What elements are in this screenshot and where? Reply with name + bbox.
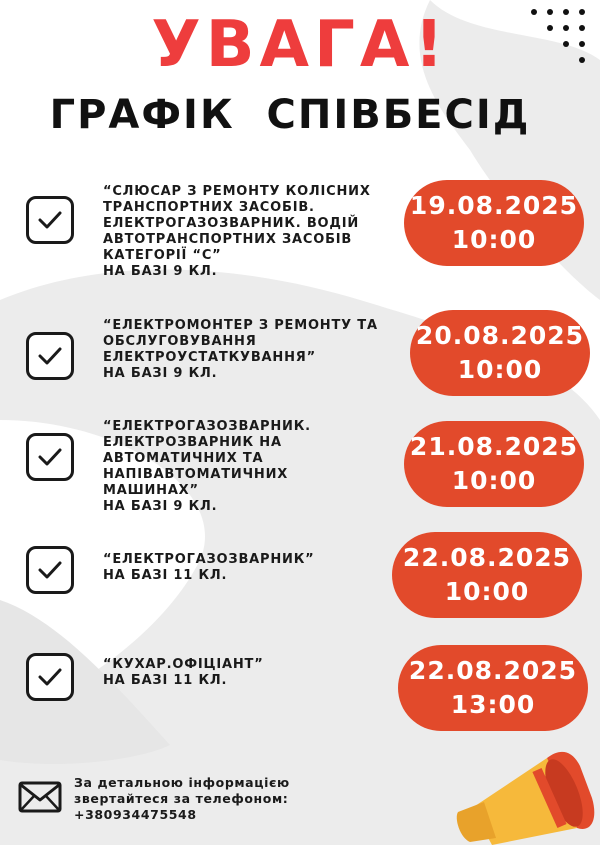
position-title-line: “ЕЛЕКТРОГАЗОЗВАРНИК.: [103, 419, 311, 434]
checkbox-icon: [26, 546, 74, 594]
megaphone-icon: [452, 738, 600, 845]
education-base: НА БАЗІ 9 КЛ.: [103, 366, 218, 381]
position-description: [103, 318, 403, 382]
position-title-line: ОБСЛУГОВУВАННЯ: [103, 334, 257, 349]
interview-date: 19.08.2025: [409, 191, 579, 220]
interview-date: 21.08.2025: [409, 432, 579, 461]
contact-line-1: За детальною інформацією: [74, 775, 290, 790]
interview-time: 10:00: [451, 225, 537, 254]
position-title-line: “ЕЛЕКТРОГАЗОЗВАРНИК”: [103, 552, 315, 567]
position-title-line: КАТЕГОРІЇ “С”: [103, 248, 222, 263]
position-title-line: ЕЛЕКТРОУСТАТКУВАННЯ”: [103, 350, 316, 365]
position-title-line: ТРАНСПОРТНИХ ЗАСОБІВ.: [103, 200, 315, 215]
interview-date: 22.08.2025: [408, 656, 578, 685]
position-title-line: “ЕЛЕКТРОМОНТЕР З РЕМОНТУ ТА: [103, 318, 378, 333]
checkbox-icon: [26, 196, 74, 244]
contact-line-2: звертайтеся за телефоном:: [74, 791, 289, 806]
position-description: [103, 657, 403, 689]
date-time-badge: [392, 532, 582, 618]
education-base: НА БАЗІ 9 КЛ.: [103, 264, 218, 279]
checkbox-icon: [26, 332, 74, 380]
interview-time: 10:00: [451, 466, 537, 495]
page-subtitle: ГРАФІК СПІВБЕСІД: [49, 92, 531, 138]
position-title-line: АВТОТРАНСПОРТНИХ ЗАСОБІВ: [103, 232, 353, 247]
contact-phone: +380934475548: [74, 807, 197, 822]
education-base: НА БАЗІ 9 КЛ.: [103, 499, 218, 514]
date-time-badge: [404, 421, 584, 507]
position-title-line: ЕЛЕКТРОГАЗОЗВАРНИК. ВОДІЙ: [103, 216, 360, 231]
interview-date: 22.08.2025: [402, 543, 572, 572]
interview-time: 10:00: [444, 577, 530, 606]
position-description: [103, 552, 403, 584]
position-title-line: МАШИНАХ”: [103, 483, 199, 498]
education-base: НА БАЗІ 11 КЛ.: [103, 673, 228, 688]
contact-text: [74, 775, 290, 823]
interview-time: 13:00: [450, 690, 536, 719]
position-title-line: “СЛЮСАР З РЕМОНТУ КОЛІСНИХ: [103, 184, 371, 199]
position-description: [103, 419, 403, 515]
position-title-line: АВТОМАТИЧНИХ ТА: [103, 451, 264, 466]
position-title-line: НАПІВАВТОМАТИЧНИХ: [103, 467, 289, 482]
contact-info: [18, 775, 398, 835]
page-title: УВАГА!: [151, 8, 449, 82]
position-description: [103, 184, 403, 280]
position-title-line: “КУХАР.ОФІЦІАНТ”: [103, 657, 264, 672]
checkbox-icon: [26, 433, 74, 481]
date-time-badge: [410, 310, 590, 396]
date-time-badge: [404, 180, 584, 266]
envelope-icon: [18, 781, 62, 813]
checkbox-icon: [26, 653, 74, 701]
interview-time: 10:00: [457, 355, 543, 384]
date-time-badge: [398, 645, 588, 731]
education-base: НА БАЗІ 11 КЛ.: [103, 568, 228, 583]
position-title-line: ЕЛЕКТРОЗВАРНИК НА: [103, 435, 282, 450]
interview-date: 20.08.2025: [415, 321, 585, 350]
